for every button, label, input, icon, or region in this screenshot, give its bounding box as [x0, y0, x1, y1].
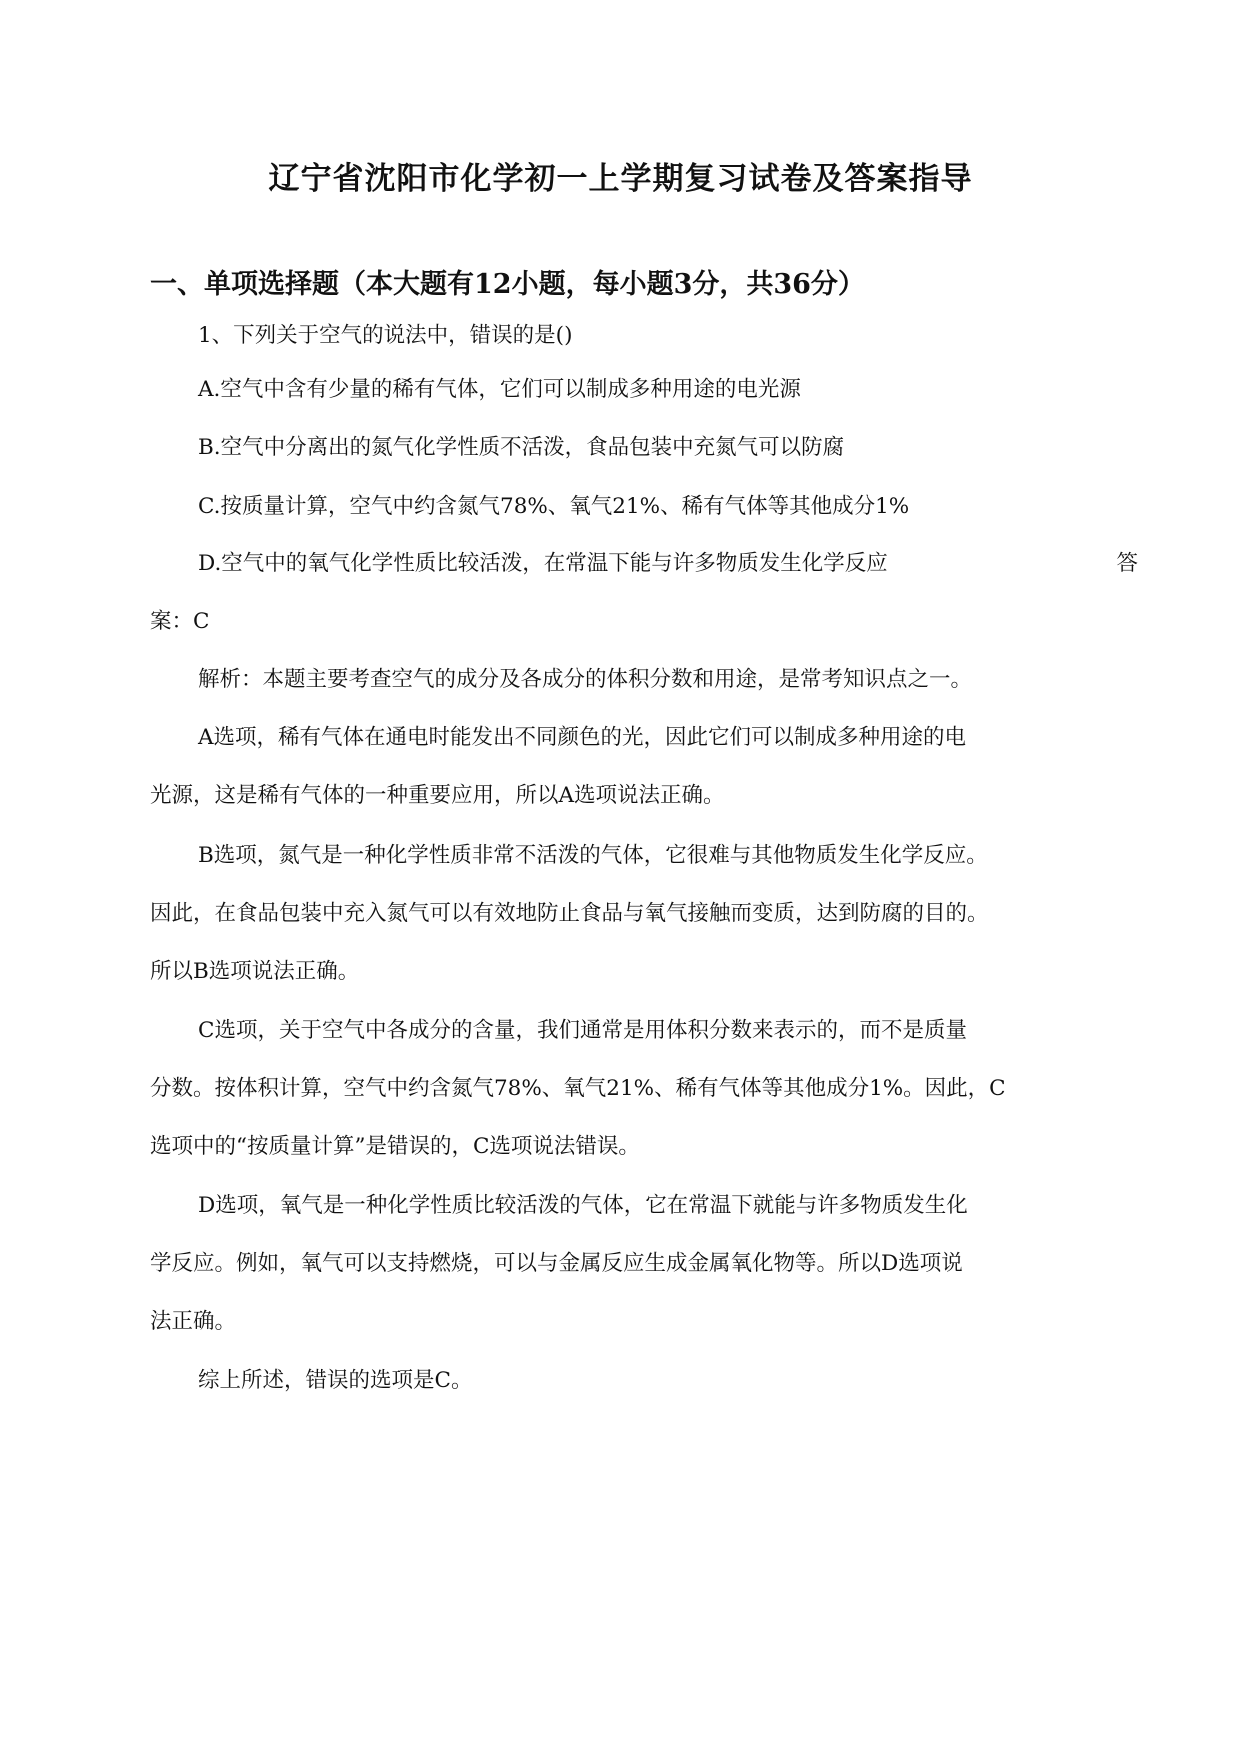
- answer-line: 案：C: [150, 609, 210, 634]
- analysis-d-line-3: 法正确。: [150, 1309, 237, 1334]
- document-title: 辽宁省沈阳市化学初一上学期复习试卷及答案指导: [268, 161, 973, 197]
- analysis-c-line-3: 选项中的“按质量计算”是错误的，C选项说法错误。: [150, 1134, 640, 1159]
- analysis-intro: 解析：本题主要考查空气的成分及各成分的体积分数和用途，是常考知识点之一。: [198, 667, 973, 692]
- option-a: A.空气中含有少量的稀有气体，它们可以制成多种用途的电光源: [198, 377, 801, 402]
- analysis-b-line-2: 因此，在食品包装中充入氮气可以有效地防止食品与氧气接触而变质，达到防腐的目的。: [150, 901, 989, 926]
- analysis-b-line-1: B选项，氮气是一种化学性质非常不活泼的气体，它很难与其他物质发生化学反应。: [198, 843, 988, 868]
- answer-label-start: 答: [1116, 551, 1138, 576]
- analysis-b-line-3: 所以B选项说法正确。: [150, 959, 360, 984]
- analysis-a-line-2: 光源，这是稀有气体的一种重要应用，所以A选项说法正确。: [150, 783, 725, 808]
- analysis-a-line-1: A选项，稀有气体在通电时能发出不同颜色的光，因此它们可以制成多种用途的电: [198, 725, 967, 750]
- option-b: B.空气中分离出的氮气化学性质不活泼，食品包装中充氮气可以防腐: [198, 435, 845, 460]
- analysis-d-line-2: 学反应。例如，氧气可以支持燃烧，可以与金属反应生成金属氧化物等。所以D选项说: [150, 1251, 963, 1276]
- analysis-d-line-1: D选项，氧气是一种化学性质比较活泼的气体，它在常温下就能与许多物质发生化: [198, 1193, 968, 1218]
- section-heading: 一、单项选择题（本大题有12小题，每小题3分，共36分）: [150, 269, 865, 300]
- question-stem: 1、下列关于空气的说法中，错误的是(): [198, 323, 573, 348]
- option-d-row: [150, 546, 1138, 577]
- analysis-c-line-2: 分数。按体积计算，空气中约含氮气78%、氧气21%、稀有气体等其他成分1%。因此，C: [150, 1076, 1006, 1101]
- analysis-summary: 综上所述，错误的选项是C。: [198, 1368, 473, 1393]
- analysis-c-line-1: C选项，关于空气中各成分的含量，我们通常是用体积分数来表示的，而不是质量: [198, 1018, 967, 1043]
- option-c: C.按质量计算，空气中约含氮气78%、氧气21%、稀有气体等其他成分1%: [198, 494, 910, 519]
- option-d: D.空气中的氧气化学性质比较活泼，在常温下能与许多物质发生化学反应: [198, 551, 888, 576]
